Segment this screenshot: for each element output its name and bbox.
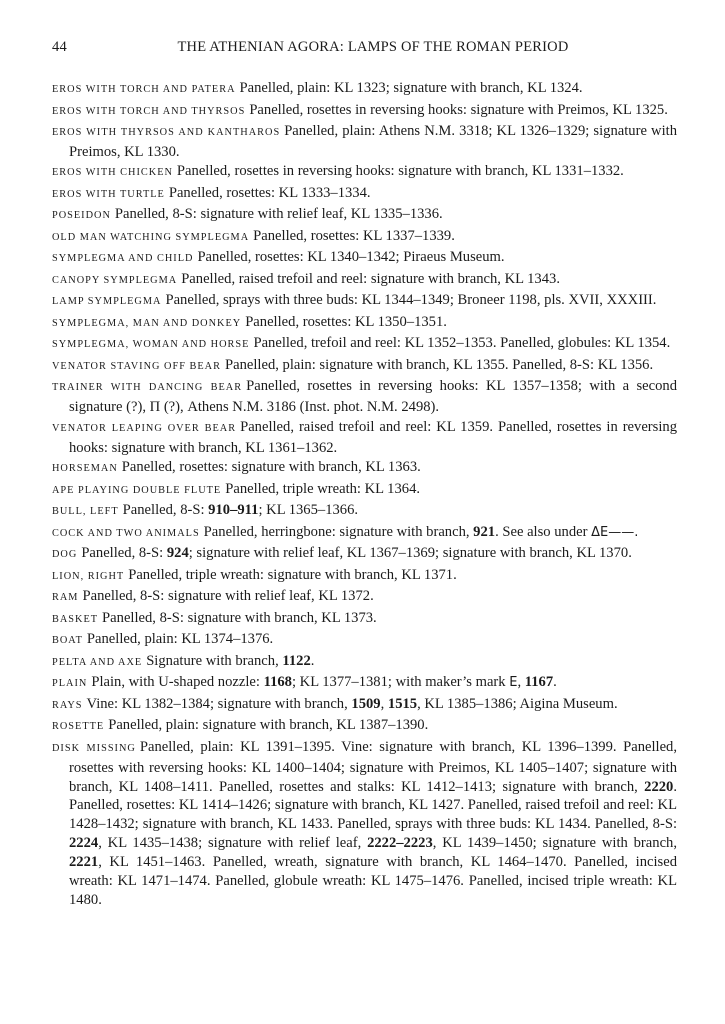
page-number: 44 <box>52 39 67 55</box>
entry-text: Panelled, 8-S: signature with relief leaf, KL 1372. <box>82 588 374 605</box>
catalogue-number: 1515 <box>387 695 418 712</box>
catalogue-entry <box>52 458 677 479</box>
entry-text: Panelled, 8-S: signature with branch, KL 1373. <box>102 609 377 626</box>
catalogue-entries <box>52 79 677 910</box>
catalogue-entry <box>52 609 677 630</box>
entry-text: Panelled, plain: signature with branch, KL 1355. Panelled, 8-S: KL 1356. <box>224 356 654 373</box>
entry-text: Panelled, rosettes in reversing hooks: signature with branch, KL 1331–1332. <box>176 163 624 180</box>
catalogue-entry <box>52 291 677 312</box>
entry-subject: RAM <box>52 592 79 604</box>
entry-text: Panelled, rosettes: KL 1333–1334. <box>168 184 371 201</box>
catalogue-entry <box>52 738 677 910</box>
catalogue-entry <box>52 695 677 716</box>
entry-subject: EROS WITH CHICKEN <box>52 167 173 179</box>
entry-subject: PLAIN <box>52 678 88 690</box>
catalogue-number: 2224 <box>69 835 99 852</box>
entry-text: Panelled, trefoil and reel: KL 1352–1353. Panelled, globules: KL 1354. <box>253 335 671 352</box>
entry-text: Panelled, triple wreath: KL 1364. <box>225 480 421 497</box>
catalogue-entry <box>52 162 677 183</box>
entry-subject: RAYS <box>52 699 83 711</box>
catalogue-entry <box>52 184 677 205</box>
entry-subject: SYMPLEGMA, WOMAN AND HORSE <box>52 339 250 351</box>
entry-subject: EROS WITH THYRSOS AND KANTHAROS <box>52 127 281 138</box>
catalogue-entry <box>52 377 677 417</box>
entry-text: Panelled, plain: KL 1374–1376. <box>86 631 274 648</box>
entry-text: , KL 1451–1463. Panelled, wreath, signature with branch, KL 1464–1470. Panelled, incised wreath: KL 1471–1474. Panelled, globule wreath: KL 1475–1476. Panelled, incised triple wreath: KL 1480. <box>69 854 677 908</box>
entry-text: Panelled, raised trefoil and reel: KL 1359. Panelled, rosettes in reversing hooks: signature with branch, KL 1361–1362. <box>69 418 677 456</box>
catalogue-entry <box>52 566 677 587</box>
catalogue-entry <box>52 334 677 355</box>
entry-text: Panelled, plain: Athens N.M. 3318; KL 1326–1329; signature with Preimos, KL 1330. <box>69 123 677 160</box>
entry-text: Plain, with U-shaped nozzle: <box>91 674 264 691</box>
entry-text: . Panelled, rosettes: KL 1414–1426; signature with branch, KL 1427. Panelled, raised trefoil and reel: KL 1428–1432; signature with branch, KL 1433. Panelled, sprays with three buds: KL 1434. Panelled, 8-S: <box>69 778 677 833</box>
entry-subject: DISK MISSING <box>52 742 136 754</box>
catalogue-number: 1167 <box>524 674 554 691</box>
entry-text: , KL 1439–1450; signature with branch, <box>432 835 677 852</box>
entry-subject: OLD MAN WATCHING SYMPLEGMA <box>52 231 250 243</box>
entry-subject: HORSEMAN <box>52 463 118 475</box>
entry-text: Panelled, sprays with three buds: KL 1344–1349; Broneer 1198, pls. XVII, XXXIII. <box>165 292 657 309</box>
catalogue-entry <box>52 501 677 522</box>
entry-text: Panelled, raised trefoil and reel: signature with branch, KL 1343. <box>181 270 560 287</box>
catalogue-entry <box>52 418 677 458</box>
catalogue-number: 2220 <box>644 778 674 795</box>
entry-subject: DOG <box>52 549 78 561</box>
entry-text: Panelled, rosettes in reversing hooks: signature with Preimos, KL 1325. <box>249 101 668 118</box>
catalogue-entry <box>52 248 677 269</box>
entry-subject: EROS WITH TORCH AND THYRSOS <box>52 105 246 117</box>
entry-text: . <box>310 652 315 669</box>
entry-text: Panelled, triple wreath: signature with branch, KL 1371. <box>128 566 457 583</box>
entry-subject: BULL, LEFT <box>52 506 119 518</box>
catalogue-entry <box>52 673 677 694</box>
catalogue-entry <box>52 587 677 608</box>
entry-subject: LAMP SYMPLEGMA <box>52 296 162 308</box>
entry-subject: BASKET <box>52 613 99 625</box>
entry-text: , KL 1385–1386; Aigina Museum. <box>417 695 618 712</box>
entry-subject: TRAINER WITH DANCING BEAR <box>52 382 243 394</box>
catalogue-entry <box>52 205 677 226</box>
maker-mark: ΔΕ——. <box>591 524 639 540</box>
entry-text: , <box>517 674 525 691</box>
entry-text: . <box>553 674 557 691</box>
entry-text: Panelled, plain: signature with branch, KL 1387–1390. <box>108 717 429 734</box>
maker-mark: E <box>509 675 518 691</box>
catalogue-number: 1168 <box>263 674 292 691</box>
entry-subject: POSEIDON <box>52 210 111 222</box>
entry-text: Panelled, plain: KL 1391–1395. Vine: signature with branch, KL 1396–1399. Panelled, rosettes with reversing hooks: KL 1400–1404; signature with Preimos, KL 1405–1407; signature with branch, KL 1408–1411. Panelled, rosettes and stalks: KL 1412–1413; signature with branch, <box>69 738 677 795</box>
catalogue-entry <box>52 630 677 651</box>
catalogue-entry <box>52 523 677 544</box>
entry-text: , <box>380 695 388 712</box>
catalogue-number: 2222–2223 <box>367 835 433 852</box>
entry-text: ; signature with relief leaf, KL 1367–1369; signature with branch, KL 1370. <box>188 545 632 562</box>
catalogue-entry <box>52 79 677 100</box>
entry-subject: ROSETTE <box>52 721 105 733</box>
entry-text: Panelled, herringbone: signature with branch, <box>203 523 474 540</box>
entry-subject: CANOPY SYMPLEGMA <box>52 274 178 286</box>
catalogue-number: 1509 <box>351 695 381 712</box>
entry-text: ; KL 1377–1381; with maker’s mark <box>291 674 510 691</box>
entry-text: ; KL 1365–1366. <box>258 502 359 519</box>
entry-subject: PELTA AND AXE <box>52 656 143 668</box>
entry-text: Panelled, rosettes in reversing hooks: KL 1357–1358; with a second signature (?), Π (?), Athens N.M. 3186 (Inst. phot. N.M. 2498). <box>69 378 677 416</box>
catalogue-entry <box>52 270 677 291</box>
catalogue-entry <box>52 716 677 737</box>
entry-subject: SYMPLEGMA AND CHILD <box>52 253 194 265</box>
catalogue-number: 924 <box>166 545 189 562</box>
entry-subject: EROS WITH TORCH AND PATERA <box>52 84 236 95</box>
entry-text: Panelled, 8-S: <box>122 502 209 519</box>
catalogue-entry <box>52 122 677 162</box>
catalogue-number: 1122 <box>282 652 311 669</box>
entry-subject: BOAT <box>52 635 83 647</box>
running-title: THE ATHENIAN AGORA: LAMPS OF THE ROMAN PERIOD <box>177 39 569 55</box>
entry-text: Panelled, rosettes: KL 1340–1342; Piraeus Museum. <box>197 249 505 266</box>
catalogue-entry <box>52 544 677 565</box>
catalogue-entry <box>52 227 677 248</box>
catalogue-entry <box>52 313 677 334</box>
entry-subject: COCK AND TWO ANIMALS <box>52 527 200 539</box>
entry-text: Panelled, 8-S: <box>81 545 167 562</box>
entry-text: Signature with branch, <box>146 652 283 669</box>
entry-text: , KL 1435–1438; signature with relief leaf, <box>98 835 368 852</box>
running-header <box>52 39 674 61</box>
entry-text: Panelled, plain: KL 1323; signature with branch, KL 1324. <box>239 80 583 96</box>
catalogue-number: 910–911 <box>208 502 259 519</box>
catalogue-entry <box>52 480 677 501</box>
entry-text: Panelled, 8-S: signature with relief leaf, KL 1335–1336. <box>114 206 443 223</box>
catalogue-number: 2221 <box>69 854 99 871</box>
entry-text: Vine: KL 1382–1384; signature with branch, <box>86 695 352 712</box>
entry-text: Panelled, rosettes: KL 1350–1351. <box>245 313 447 330</box>
entry-text: Panelled, rosettes: signature with branch, KL 1363. <box>121 459 421 476</box>
catalogue-entry <box>52 356 677 377</box>
entry-text: . See also under <box>495 523 592 540</box>
entry-text: Panelled, rosettes: KL 1337–1339. <box>253 227 455 244</box>
entry-subject: EROS WITH TURTLE <box>52 188 165 200</box>
entry-subject: VENATOR LEAPING OVER BEAR <box>52 422 237 434</box>
catalogue-entry <box>52 652 677 673</box>
entry-subject: VENATOR STAVING OFF BEAR <box>52 360 221 372</box>
entry-subject: SYMPLEGMA, MAN AND DONKEY <box>52 317 242 329</box>
catalogue-number: 921 <box>473 523 496 540</box>
entry-subject: LION, RIGHT <box>52 570 125 582</box>
catalogue-entry <box>52 101 677 122</box>
entry-subject: APE PLAYING DOUBLE FLUTE <box>52 484 222 496</box>
